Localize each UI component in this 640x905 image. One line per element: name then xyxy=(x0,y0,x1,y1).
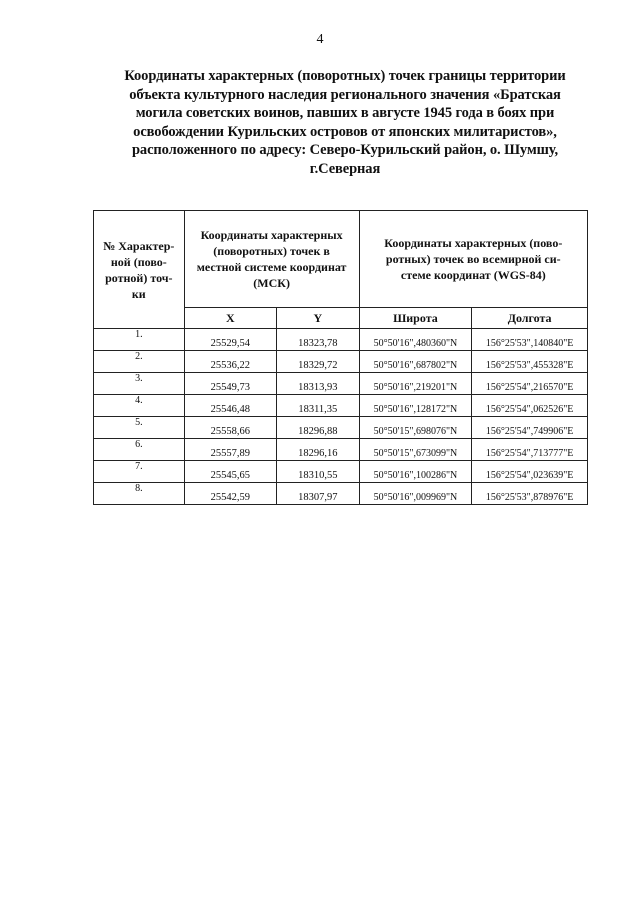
header-text: Координаты характерных (пово- xyxy=(384,236,563,250)
coordinates-table xyxy=(93,210,588,505)
point-number: 5. xyxy=(94,417,185,439)
y-value: 18323,78 xyxy=(277,329,360,351)
longitude-value: 156°25'53",140840"E xyxy=(472,329,588,351)
header-y: Y xyxy=(277,308,360,329)
title-line: г.Северная xyxy=(309,160,381,177)
header-latitude: Широта xyxy=(359,308,472,329)
header-text: ротной) точ- xyxy=(105,270,173,285)
header-text: Координаты характерных xyxy=(200,228,343,242)
point-number: 6. xyxy=(94,439,185,461)
header-text: местной системе координат xyxy=(196,260,347,274)
x-value: 25529,54 xyxy=(184,329,276,351)
title-line: объекта культурного наследия регионального значения «Братская xyxy=(129,86,561,103)
point-number: 1. xyxy=(94,329,185,351)
longitude-value: 156°25'53",455328"E xyxy=(472,351,588,373)
point-number: 7. xyxy=(94,461,185,483)
header-text: № Характер- xyxy=(103,238,175,253)
latitude-value: 50°50'16",687802"N xyxy=(359,351,472,373)
longitude-value: 156°25'53",878976"E xyxy=(472,483,588,505)
latitude-value: 50°50'16",480360"N xyxy=(359,329,472,351)
y-value: 18329,72 xyxy=(277,351,360,373)
table-row xyxy=(94,439,588,461)
title-line: Координаты характерных (поворотных) точек границы территории xyxy=(124,68,566,84)
latitude-value: 50°50'16",100286"N xyxy=(359,461,472,483)
table-header-row xyxy=(94,211,588,308)
table-row xyxy=(94,461,588,483)
x-value: 25545,65 xyxy=(184,461,276,483)
title-line: освобождении Курильских островов от японских милитаристов», xyxy=(133,123,557,140)
point-number: 2. xyxy=(94,351,185,373)
latitude-value: 50°50'16",219201"N xyxy=(359,373,472,395)
table-row xyxy=(94,351,588,373)
y-value: 18311,35 xyxy=(277,395,360,417)
header-text: стеме координат (WGS-84) xyxy=(400,268,546,282)
header-text: ки xyxy=(131,286,146,301)
latitude-value: 50°50'15",673099"N xyxy=(359,439,472,461)
longitude-value: 156°25'54",216570"E xyxy=(472,373,588,395)
x-value: 25546,48 xyxy=(184,395,276,417)
header-point-number xyxy=(94,211,185,329)
table-row xyxy=(94,483,588,505)
point-number: 3. xyxy=(94,373,185,395)
header-wgs-coordinates xyxy=(359,211,587,308)
x-value: 25557,89 xyxy=(184,439,276,461)
y-value: 18296,16 xyxy=(277,439,360,461)
y-value: 18310,55 xyxy=(277,461,360,483)
table-row xyxy=(94,373,588,395)
table-row xyxy=(94,395,588,417)
table-row xyxy=(94,329,588,351)
table-row xyxy=(94,417,588,439)
header-msk-coordinates xyxy=(184,211,359,308)
point-number: 8. xyxy=(94,483,185,505)
page-number: 4 xyxy=(316,32,324,47)
x-value: 25549,73 xyxy=(184,373,276,395)
latitude-value: 50°50'16",009969"N xyxy=(359,483,472,505)
longitude-value: 156°25'54",062526"E xyxy=(472,395,588,417)
y-value: 18313,93 xyxy=(277,373,360,395)
y-value: 18296,88 xyxy=(277,417,360,439)
x-value: 25558,66 xyxy=(184,417,276,439)
longitude-value: 156°25'54",713777"E xyxy=(472,439,588,461)
point-number: 4. xyxy=(94,395,185,417)
header-text: ной (пово- xyxy=(110,254,167,269)
longitude-value: 156°25'54",749906"E xyxy=(472,417,588,439)
header-x: X xyxy=(184,308,276,329)
latitude-value: 50°50'15",698076"N xyxy=(359,417,472,439)
header-longitude: Долгота xyxy=(472,308,588,329)
header-text: ротных) точек во всемирной си- xyxy=(385,252,561,266)
x-value: 25536,22 xyxy=(184,351,276,373)
x-value: 25542,59 xyxy=(184,483,276,505)
title-line: могила советских воинов, павших в августе 1945 года в боях при xyxy=(135,105,555,121)
header-text: (МСК) xyxy=(253,276,290,290)
header-text: (поворотных) точек в xyxy=(213,244,330,258)
longitude-value: 156°25'54",023639"E xyxy=(472,461,588,483)
title-line: расположенного по адресу: Северо-Курильский район, о. Шумшу, xyxy=(131,142,559,158)
y-value: 18307,97 xyxy=(277,483,360,505)
latitude-value: 50°50'16",128172"N xyxy=(359,395,472,417)
document-title xyxy=(95,67,595,178)
